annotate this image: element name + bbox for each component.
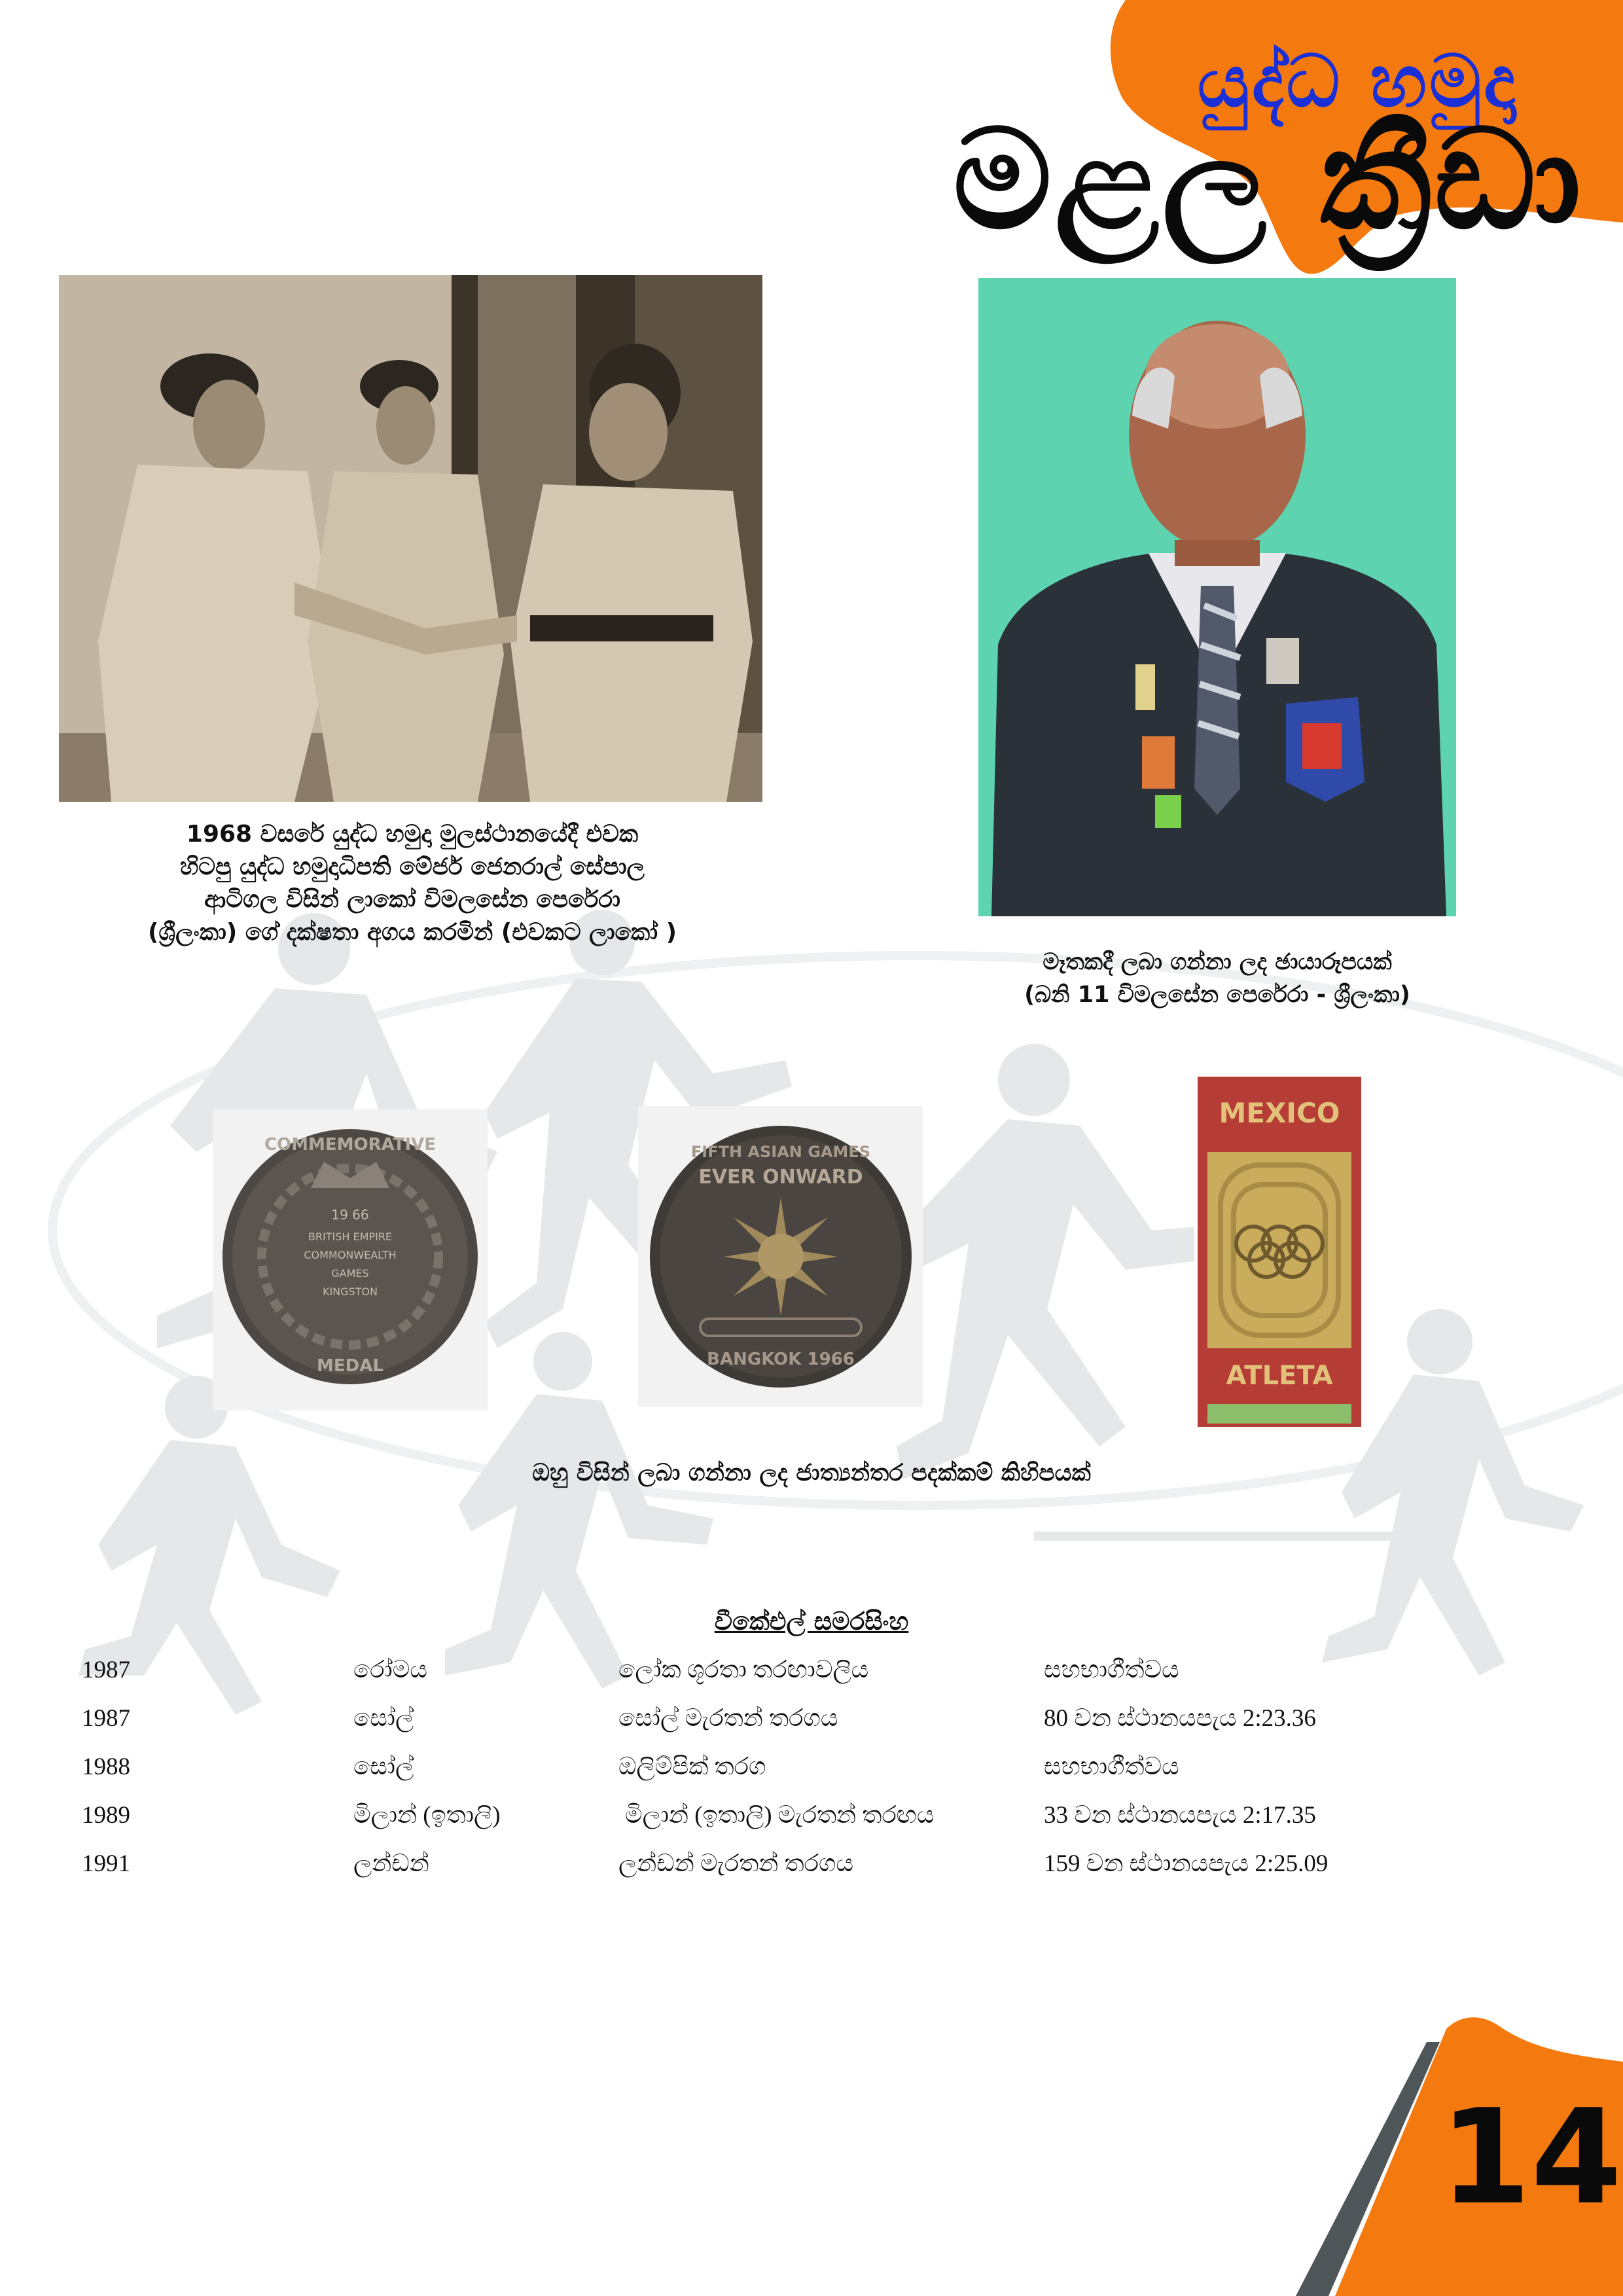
badge-top-text: MEXICO bbox=[1219, 1097, 1340, 1129]
page-number: 14 bbox=[1440, 2081, 1622, 2234]
table-row bbox=[82, 1656, 1522, 1704]
row-year: 1988 bbox=[82, 1753, 130, 1780]
results-title: වීකේඑල් සමරසිංහ bbox=[714, 1607, 909, 1636]
medal-commonwealth bbox=[213, 1109, 488, 1410]
medal1-center-line: COMMONWEALTH bbox=[304, 1249, 397, 1261]
row-year: 1989 bbox=[82, 1802, 130, 1829]
row-city: සෝල් bbox=[353, 1705, 414, 1732]
row-result: 159 වන ස්ථානයපැය 2:25.09 bbox=[1044, 1850, 1329, 1877]
photo-portrait bbox=[978, 278, 1456, 916]
table-row bbox=[82, 1801, 1522, 1850]
medal2-ring-text: FIFTH ASIAN GAMES bbox=[690, 1143, 871, 1161]
badge-bottom-text: ATLETA bbox=[1226, 1361, 1333, 1391]
row-event: මිලාන් (ඉතාලි) මැරතන් තරඟය bbox=[625, 1802, 935, 1829]
caption-line: ආටිගල විසින් ලාකෝ විමලසේන පෙරේරා bbox=[204, 886, 620, 913]
mexico-badge bbox=[1194, 1073, 1364, 1430]
medal2-bottom-text: BANGKOK 1966 bbox=[707, 1350, 855, 1369]
table-row bbox=[82, 1753, 1522, 1801]
row-result: 80 වන ස්ථානයපැය 2:23.36 bbox=[1044, 1705, 1316, 1732]
results-table bbox=[82, 1656, 1522, 1898]
medal1-center-line: GAMES bbox=[331, 1267, 369, 1280]
header-subtitle: යුද්ධ හමුදා bbox=[1197, 39, 1518, 123]
caption-line: 1968 වසරේ යුද්ධ හමුදා මුලස්ථානයේදී එවක bbox=[186, 821, 639, 848]
row-city: සෝල් bbox=[353, 1753, 414, 1780]
row-event: ලෝක ශූරතා තරඟාවලිය bbox=[618, 1657, 869, 1683]
medal1-center-line: KINGSTON bbox=[322, 1285, 378, 1298]
medal2-motto: EVER ONWARD bbox=[698, 1166, 863, 1189]
photo1-caption bbox=[79, 818, 746, 949]
row-event: සෝල් මැරතන් තරගය bbox=[618, 1705, 838, 1732]
medal1-ring-text: COMMEMORATIVE bbox=[264, 1135, 437, 1155]
row-city: මිලාන් (ඉතාලි) bbox=[353, 1802, 501, 1829]
medal-asian-games bbox=[638, 1106, 923, 1407]
photo2-caption bbox=[955, 946, 1479, 1011]
caption-line: (ශ්‍රීලංකා) ගේ දක්ෂතා අගය කරමින් (එවකට ලාකෝ ) bbox=[147, 919, 677, 946]
row-event: ලන්ඩන් මැරතන් තරගය bbox=[618, 1850, 854, 1877]
medal1-center-line: 19 66 bbox=[331, 1207, 369, 1223]
row-year: 1987 bbox=[82, 1657, 130, 1683]
row-result: සහභාගීත්වය bbox=[1044, 1657, 1179, 1683]
row-city: ලන්ඩන් bbox=[353, 1850, 429, 1877]
caption-line: (බනි 11 විමලසේන පෙරේරා - ශ්‍රීලංකා) bbox=[1024, 982, 1410, 1008]
row-event: ඔලිම්පික් තරග bbox=[618, 1753, 766, 1780]
photo-handshake bbox=[59, 275, 762, 802]
row-result: 33 වන ස්ථානයපැය 2:17.35 bbox=[1044, 1802, 1316, 1829]
caption-line: මෑතකදී ලබා ගන්නා ලද ඡායාරූපයක් bbox=[1043, 949, 1392, 975]
table-row bbox=[82, 1850, 1522, 1898]
row-result: සහභාගීත්වය bbox=[1044, 1753, 1179, 1780]
row-city: රෝමය bbox=[353, 1657, 427, 1683]
row-year: 1987 bbox=[82, 1705, 130, 1732]
header-title: මළල ක්‍රීඩා bbox=[953, 99, 1584, 260]
table-row bbox=[82, 1704, 1522, 1753]
medal1-center-line: BRITISH EMPIRE bbox=[308, 1230, 393, 1243]
medal1-bottom-text: MEDAL bbox=[317, 1356, 383, 1376]
caption-line: හිටපු යුද්ධ හමුදාධිපති මේජර් ජෙනරාල් සේපාල bbox=[179, 853, 645, 880]
medals-caption: ඔහු විසින් ලබා ගන්නා ලද ජාත්‍යන්තර පදක්කම් කිහිපයක් bbox=[532, 1460, 1091, 1486]
row-year: 1991 bbox=[82, 1850, 130, 1877]
